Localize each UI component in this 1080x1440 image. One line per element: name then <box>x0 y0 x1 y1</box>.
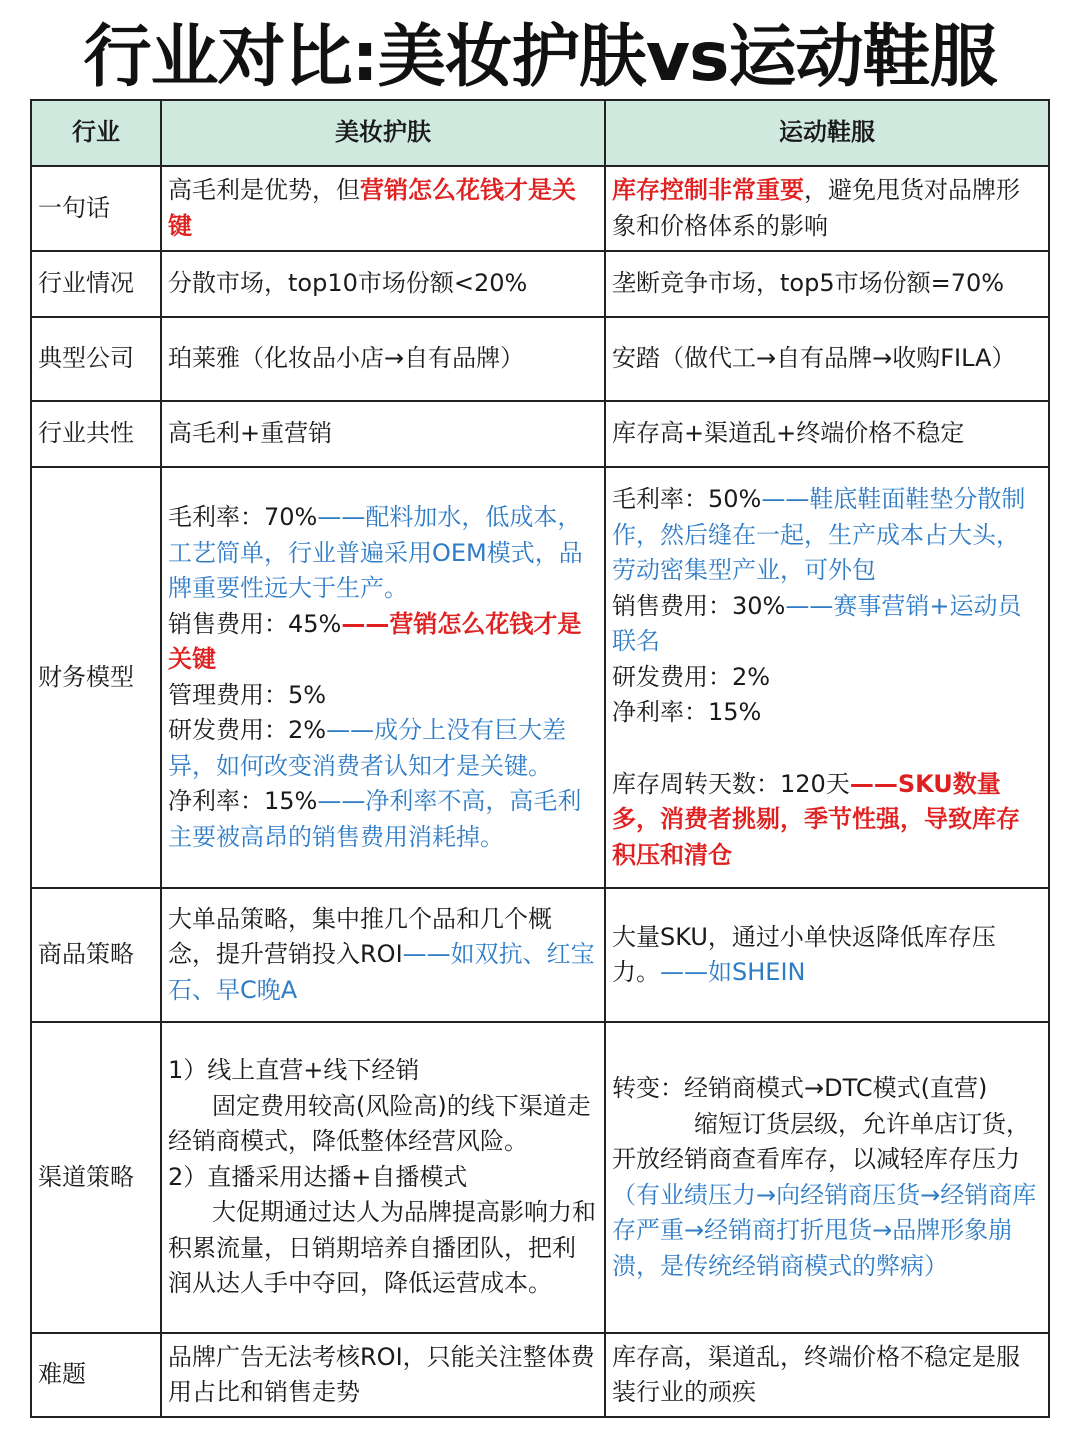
list-item: 毛利率：50%——鞋底鞋面鞋垫分散制作，然后缝在一起，生产成本占大头，劳动密集型产业，可外包 <box>612 485 1026 584</box>
table-row <box>31 467 1049 888</box>
summary-beauty: 高毛利是优势，但营销怎么花钱才是关键 <box>161 166 605 251</box>
financial-model-beauty <box>161 467 605 888</box>
comparison-table <box>30 99 1050 1418</box>
spacer <box>612 731 1042 767</box>
list-item: 研发费用：2%——成分上没有巨大差异，如何改变消费者认知才是关键。 <box>168 716 567 780</box>
row-label: 渠道策略 <box>31 1022 161 1333</box>
channel-strategy-sports <box>605 1022 1049 1333</box>
channel-strategy-beauty <box>161 1022 605 1333</box>
table-row <box>31 401 1049 467</box>
table-row <box>31 317 1049 401</box>
list-item: 净利率：15%——净利率不高，高毛利主要被高昂的销售费用消耗掉。 <box>168 787 582 851</box>
list-item: 固定费用较高(风险高)的线下渠道走经销商模式，降低整体经营风险。 <box>168 1091 591 1156</box>
page-title: 行业对比:美妆护肤vs运动鞋服 <box>83 18 997 97</box>
list-item: 库存周转天数：120天——SKU数量多，消费者挑剔，季节性强，导致库存积压和清仓 <box>612 769 1020 869</box>
difficulty-sports: 库存高，渠道乱，终端价格不稳定是服装行业的顽疾 <box>605 1333 1049 1417</box>
list-item: 研发费用：2% <box>612 662 771 691</box>
header-beauty: 美妆护肤 <box>161 100 605 166</box>
table-row <box>31 251 1049 317</box>
header-sports: 运动鞋服 <box>605 100 1049 166</box>
row-label: 行业共性 <box>31 401 161 467</box>
product-strategy-sports: 大量SKU，通过小单快返降低库存压力。——如SHEIN <box>605 888 1049 1022</box>
list-item: 2）直播采用达播+自播模式 <box>168 1162 468 1191</box>
commonality-beauty: 高毛利+重营销 <box>161 401 605 467</box>
list-item: 大促期通过达人为品牌提高影响力和积累流量，日销期培养自播团队，把利润从达人手中夺回，降低运营成本。 <box>168 1198 596 1298</box>
list-item: 转变：经销商模式→DTC模式(直营) <box>612 1074 988 1102</box>
table-row <box>31 1333 1049 1417</box>
typical-company-sports: 安踏（做代工→自有品牌→收购FILA） <box>605 317 1049 401</box>
difficulty-beauty: 品牌广告无法考核ROI，只能关注整体费用占比和销售走势 <box>161 1333 605 1417</box>
list-item: 缩短订货层级，允许单店订货，开放经销商查看库存，以减轻库存压力 <box>612 1109 1030 1173</box>
row-label: 行业情况 <box>31 251 161 317</box>
product-strategy-beauty: 大单品策略，集中推几个品和几个概念，提升营销投入ROI——如双抗、红宝石、早C晚A <box>161 888 605 1022</box>
list-item: 1）线上直营+线下经销 <box>168 1056 420 1085</box>
commonality-sports: 库存高+渠道乱+终端价格不稳定 <box>605 401 1049 467</box>
row-label: 典型公司 <box>31 317 161 401</box>
row-label: 财务模型 <box>31 467 161 888</box>
list-item: 销售费用：30%——赛事营销+运动员联名 <box>612 591 1022 655</box>
list-item: 毛利率：70%——配料加水，低成本，工艺简单，行业普遍采用OEM模式，品牌重要性远大于生产。 <box>168 503 583 602</box>
row-label: 难题 <box>31 1333 161 1417</box>
list-item: 净利率：15% <box>612 698 762 726</box>
row-label: 一句话 <box>31 166 161 251</box>
header-row <box>31 100 1049 166</box>
row-label: 商品策略 <box>31 888 161 1022</box>
summary-sports: 库存控制非常重要，避免甩货对品牌形象和价格体系的影响 <box>605 166 1049 251</box>
industry-status-beauty: 分散市场，top10市场份额<20% <box>161 251 605 317</box>
table-row <box>31 1022 1049 1333</box>
list-item: 销售费用：45%——营销怎么花钱才是关键 <box>168 609 582 673</box>
typical-company-beauty: 珀莱雅（化妆品小店→自有品牌） <box>161 317 605 401</box>
header-industry: 行业 <box>31 100 161 166</box>
table-row <box>31 166 1049 251</box>
list-item: 管理费用：5% <box>168 680 327 709</box>
financial-model-sports <box>605 467 1049 888</box>
list-item: （有业绩压力→向经销商压货→经销商库存严重→经销商打折甩货→品牌形象崩溃，是传统经销商模式的弊病） <box>612 1180 1037 1280</box>
industry-status-sports: 垄断竞争市场，top5市场份额=70% <box>605 251 1049 317</box>
table-row <box>31 888 1049 1022</box>
